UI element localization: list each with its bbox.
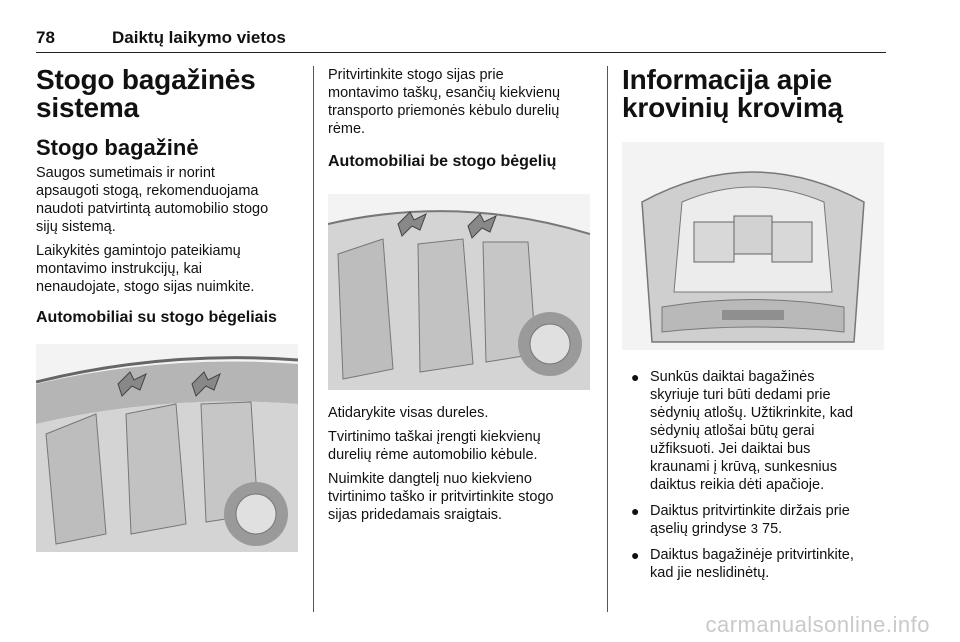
text-line: Sunkūs daiktai bagažinės: [650, 369, 815, 385]
text-line: sėdynių atlošų. Užtikrinkite, kad: [650, 405, 854, 421]
list-item: [622, 502, 888, 538]
section-title-loading-info: [622, 66, 888, 122]
section-title-line: krovinių krovimą: [622, 92, 843, 123]
column-right: [622, 60, 888, 582]
text-line: apsaugoti stogą, rekomenduojama: [36, 183, 259, 199]
bullet-icon: ●: [631, 369, 640, 385]
text-line: rėme.: [328, 121, 366, 137]
section-title-roof-rack: [36, 66, 298, 122]
paragraph: [36, 242, 298, 296]
heading-with-rails: Automobiliai su stogo bėgeliais: [36, 309, 277, 326]
car-without-rails-illustration: [328, 194, 590, 390]
page-number: 78: [36, 28, 55, 47]
heading-without-rails: Automobiliai be stogo bėgelių: [328, 153, 557, 170]
text-line: skyriuje turi būti dedami prie: [650, 387, 831, 403]
paragraph: Atidarykite visas dureles.: [328, 405, 489, 421]
column-divider: [313, 66, 314, 612]
open-trunk-graphic: [622, 142, 884, 350]
car-side-open-doors-graphic: [328, 194, 590, 390]
paragraph: [328, 66, 594, 138]
car-with-rails-illustration: [36, 344, 298, 552]
text-line: nenaudojate, stogo sijas nuimkite.: [36, 279, 255, 295]
bullet-icon: ●: [631, 547, 640, 563]
column-divider: [607, 66, 608, 612]
watermark: carmanualsonline.info: [705, 612, 930, 637]
trunk-loading-illustration: [622, 142, 884, 350]
text-line: sėdynių atlošai būtų gerai: [650, 423, 815, 439]
text-line: Daiktus bagažinėje pritvirtinkite,: [650, 547, 854, 563]
text-line: montavimo taškų, esančių kiekvienų: [328, 85, 561, 101]
loading-tips-list: [622, 368, 888, 582]
text-line: sijų sistemą.: [36, 219, 116, 235]
car-side-open-doors-graphic: [36, 344, 298, 552]
text-line: sijas pridedamais sraigtais.: [328, 507, 503, 523]
section-title-line: Informacija apie: [622, 64, 832, 95]
subsection-title: Stogo bagažinė: [36, 135, 199, 160]
text-line: tvirtinimo taško ir pritvirtinkite stogo: [328, 489, 554, 505]
text-line: ąselių grindyse: [650, 521, 747, 537]
text-line: kraunami į krūvą, sunkesnius: [650, 459, 837, 475]
text-line: Laikykitės gamintojo pateikiamų: [36, 243, 241, 259]
column-left: [36, 60, 298, 552]
text-line: užfiksuoti. Jei daiktai bus: [650, 441, 811, 457]
section-title-line: Stogo bagažinės: [36, 64, 256, 95]
text-line: Nuimkite dangtelį nuo kiekvieno: [328, 471, 532, 487]
paragraph: [328, 428, 594, 464]
section-title-line: sistema: [36, 92, 139, 123]
page-header: [36, 22, 886, 53]
text-line: montavimo instrukcijų, kai: [36, 261, 202, 277]
page-ref-link[interactable]: 75.: [762, 521, 783, 537]
list-item: [622, 546, 888, 582]
paragraph: [36, 164, 298, 236]
list-item: [622, 368, 888, 494]
text-line: kad jie neslidinėtų.: [650, 565, 770, 581]
column-middle: [328, 60, 594, 524]
text-line: Tvirtinimo taškai įrengti kiekvienų: [328, 429, 541, 445]
paragraph: [328, 470, 594, 524]
running-title: Daiktų laikymo vietos: [112, 28, 286, 47]
text-line: transporto priemonės kėbulo durelių: [328, 103, 560, 119]
text-line: Daiktus pritvirtinkite diržais prie: [650, 503, 850, 519]
page-ref-arrow-icon[interactable]: 3: [750, 521, 758, 536]
text-line: Saugos sumetimais ir norint: [36, 165, 215, 181]
text-line: daiktus reikia dėti apačioje.: [650, 477, 825, 493]
text-line: naudoti patvirtintą automobilio stogo: [36, 201, 269, 217]
bullet-icon: ●: [631, 503, 640, 519]
text-line: durelių rėme automobilio kėbule.: [328, 447, 538, 463]
text-line: Pritvirtinkite stogo sijas prie: [328, 67, 504, 83]
